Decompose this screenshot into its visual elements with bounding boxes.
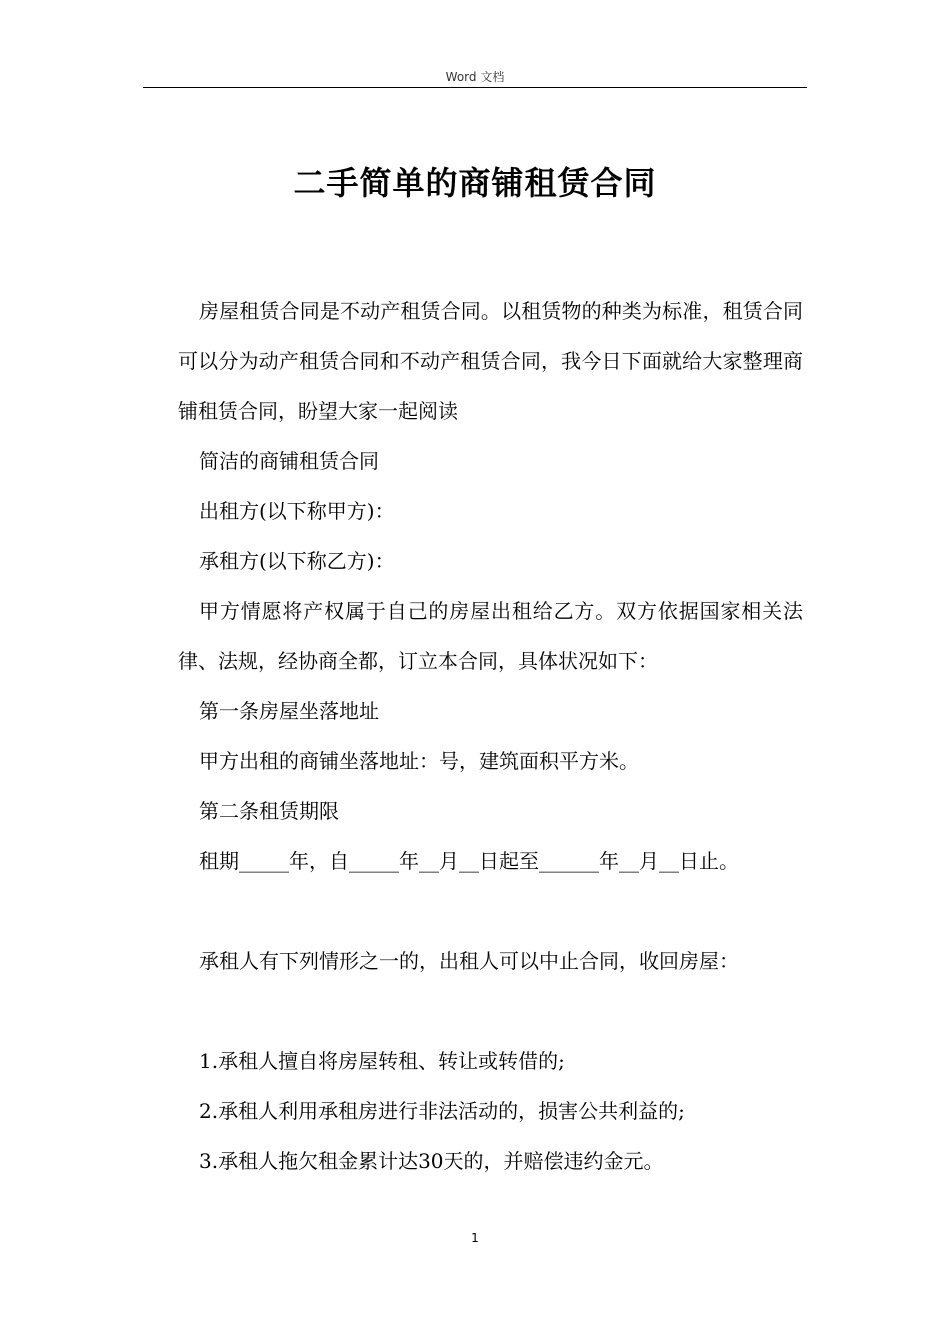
intro-paragraph: 房屋租赁合同是不动产租赁合同。以租赁物的种类为标准，租赁合同可以分为动产租赁合同和不动产租赁合同，我今日下面就给大家整理商铺租赁合同，盼望大家一起阅读 xyxy=(178,299,803,423)
blank-line xyxy=(178,886,803,936)
agreement-paragraph: 甲方情愿将产权属于自己的房屋出租给乙方。双方依据国家相关法律、法规，经协商全都，订立本合同，具体状况如下： xyxy=(178,599,803,673)
lease-term-line: 租期_____年，自_____年__月__日起至______年__月__日止。 xyxy=(199,849,739,873)
header-divider xyxy=(143,87,807,88)
document-title: 二手简单的商铺租赁合同 xyxy=(293,164,657,202)
document-body xyxy=(178,286,803,1186)
list-item: 2.承租人利用承租房进行非法活动的，损害公共利益的; xyxy=(199,1099,685,1123)
list-item: 3.承租人拖欠租金累计达30天的，并赔偿违约金元。 xyxy=(199,1149,664,1173)
article-1-text: 甲方出租的商铺坐落地址：号，建筑面积平方米。 xyxy=(199,749,639,773)
article-2-heading: 第二条租赁期限 xyxy=(199,799,339,823)
contract-subtitle: 简洁的商铺租赁合同 xyxy=(199,449,379,473)
list-item: 1.承租人擅自将房屋转租、转让或转借的; xyxy=(199,1049,565,1073)
page-header-label: Word 文档 xyxy=(445,70,505,84)
blank-line xyxy=(178,986,803,1036)
termination-intro: 承租人有下列情形之一的，出租人可以中止合同，收回房屋： xyxy=(199,949,739,973)
lessee-line: 承租方(以下称乙方)： xyxy=(199,549,395,573)
article-1-heading: 第一条房屋坐落地址 xyxy=(199,699,379,723)
page-number: 1 xyxy=(471,1231,479,1245)
lessor-line: 出租方(以下称甲方)： xyxy=(199,499,395,523)
